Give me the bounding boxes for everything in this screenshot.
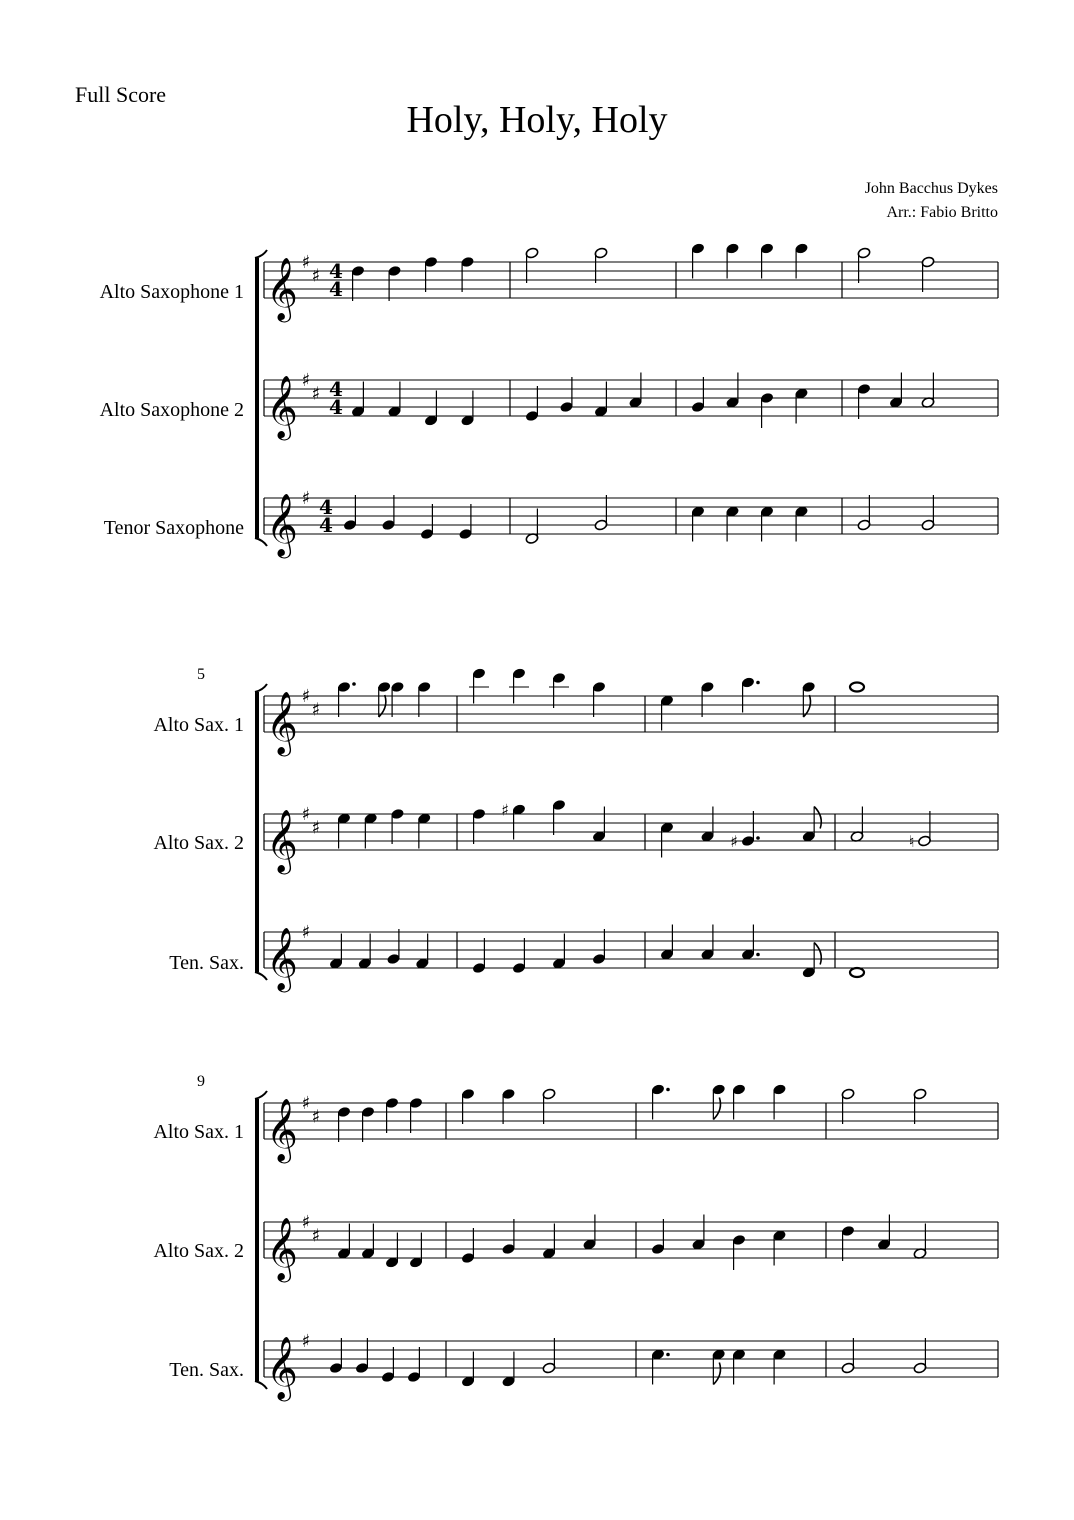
treble-clef-icon: 𝄞	[266, 493, 298, 556]
sharp-icon: ♯	[301, 1093, 311, 1114]
score-label: Full Score	[75, 82, 167, 107]
sharp-icon: ♯	[730, 832, 738, 851]
treble-clef-icon: 𝄞	[266, 1098, 298, 1161]
sharp-icon: ♯	[301, 488, 311, 509]
augmentation-dot	[756, 836, 760, 840]
note-flag	[713, 1363, 720, 1385]
measure-number: 9	[197, 1073, 205, 1090]
sharp-icon: ♯	[301, 804, 311, 825]
treble-clef-icon: 𝄞	[266, 257, 298, 320]
note-head	[850, 683, 864, 692]
natural-icon: ♮	[908, 832, 915, 851]
sharp-icon: ♯	[301, 252, 311, 273]
sharp-icon: ♯	[301, 370, 311, 391]
time-signature-bottom: 4	[329, 277, 343, 301]
time-signature-top: 4	[319, 495, 333, 519]
treble-clef-icon: 𝄞	[266, 809, 298, 872]
instrument-label: Alto Sax. 2	[153, 1240, 244, 1262]
sharp-icon: ♯	[301, 1212, 311, 1233]
sharp-icon: ♯	[301, 922, 311, 943]
system-bracket	[255, 1099, 259, 1381]
time-signature-top: 4	[329, 259, 343, 283]
instrument-label: Tenor Saxophone	[103, 517, 244, 539]
note-flag	[814, 807, 821, 829]
sharp-icon: ♯	[301, 1331, 311, 1352]
system-bracket	[255, 258, 259, 538]
treble-clef-icon: 𝄞	[266, 927, 298, 990]
treble-clef-icon: 𝄞	[266, 375, 298, 438]
instrument-label: Alto Saxophone 1	[99, 281, 244, 303]
sharp-icon: ♯	[501, 800, 509, 820]
augmentation-dot	[756, 681, 760, 685]
page-title: Holy, Holy, Holy	[406, 99, 668, 141]
sharp-icon: ♯	[311, 383, 321, 405]
arranger-credit: Arr.: Fabio Britto	[886, 204, 998, 221]
time-signature-bottom: 4	[319, 513, 333, 537]
instrument-label: Alto Saxophone 2	[99, 399, 244, 421]
note-flag	[713, 1098, 720, 1120]
measure-number: 5	[197, 666, 205, 683]
sharp-icon: ♯	[311, 1225, 321, 1247]
instrument-label: Ten. Sax.	[169, 952, 244, 974]
system-bracket	[255, 692, 259, 972]
treble-clef-icon: 𝄞	[266, 1336, 298, 1399]
sharp-icon: ♯	[311, 699, 321, 721]
treble-clef-icon: 𝄞	[266, 1217, 298, 1280]
instrument-label: Alto Sax. 1	[153, 1121, 244, 1143]
augmentation-dot	[756, 953, 760, 957]
note-head	[850, 968, 864, 977]
augmentation-dot	[352, 682, 356, 686]
augmentation-dot	[666, 1088, 670, 1092]
note-flag	[814, 943, 821, 965]
sharp-icon: ♯	[311, 1106, 321, 1128]
time-signature-top: 4	[329, 377, 343, 401]
sharp-icon: ♯	[301, 686, 311, 707]
augmentation-dot	[666, 1353, 670, 1357]
composer-credit: John Bacchus Dykes	[864, 180, 998, 197]
sharp-icon: ♯	[311, 817, 321, 839]
time-signature-bottom: 4	[329, 395, 343, 419]
instrument-label: Ten. Sax.	[169, 1359, 244, 1381]
sharp-icon: ♯	[311, 265, 321, 287]
instrument-label: Alto Sax. 1	[153, 714, 244, 736]
treble-clef-icon: 𝄞	[266, 691, 298, 754]
instrument-label: Alto Sax. 2	[153, 832, 244, 854]
